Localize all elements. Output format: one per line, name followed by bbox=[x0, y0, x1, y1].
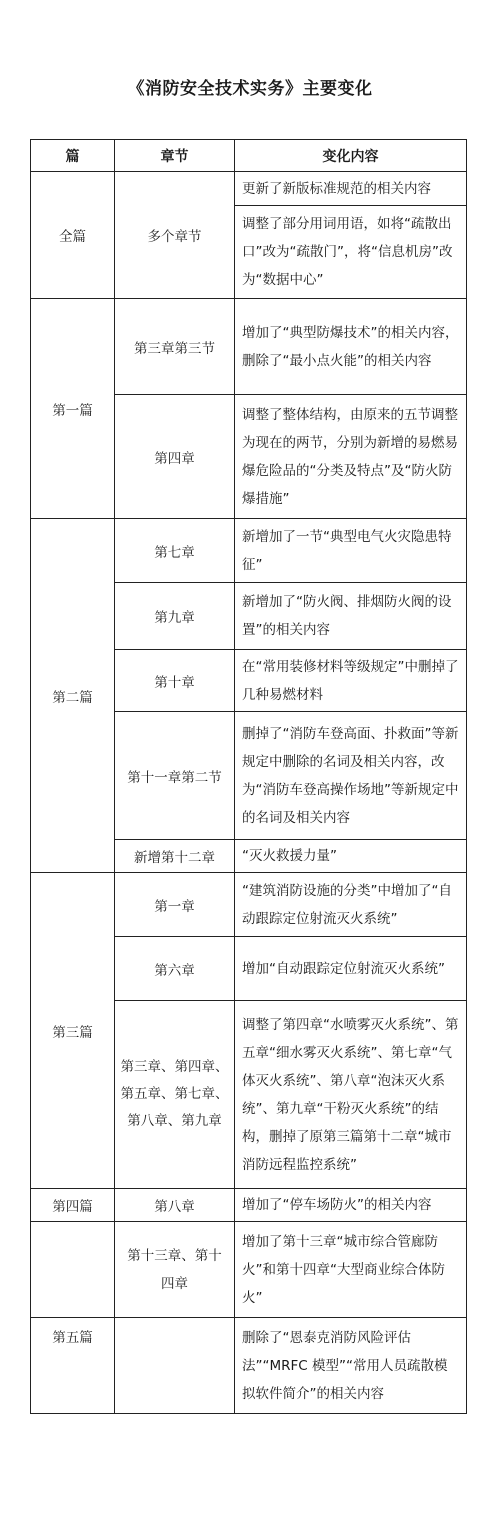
change-cell: 新增加了一节“典型电气火灾隐患特征” bbox=[235, 519, 467, 583]
part-cell: 第三篇 bbox=[31, 873, 115, 1189]
table-row bbox=[31, 873, 467, 937]
change-cell: 更新了新版标准规范的相关内容 bbox=[235, 172, 467, 206]
chapter-cell: 第三章、第四章、第五章、第七章、第八章、第九章 bbox=[115, 1001, 235, 1189]
page-title: 《消防安全技术实务》主要变化 bbox=[127, 79, 373, 99]
change-cell: “建筑消防设施的分类”中增加了“自动跟踪定位射流灭火系统” bbox=[235, 873, 467, 937]
part-cell-empty bbox=[31, 1222, 115, 1318]
table-row bbox=[31, 519, 467, 583]
part-cell: 第五篇 bbox=[31, 1318, 115, 1414]
header-chapter: 章节 bbox=[115, 140, 235, 172]
chapter-cell bbox=[115, 1318, 235, 1414]
chapter-cell: 第九章 bbox=[115, 583, 235, 650]
change-cell: 在“常用装修材料等级规定”中删掉了几种易燃材料 bbox=[235, 650, 467, 712]
chapter-cell: 多个章节 bbox=[115, 172, 235, 299]
chapter-cell: 第十章 bbox=[115, 650, 235, 712]
change-cell: 删除了“恩泰克消防风险评估法”“MRFC 模型”“常用人员疏散模拟软件简介”的相关内容 bbox=[235, 1318, 467, 1414]
header-content: 变化内容 bbox=[235, 140, 467, 172]
chapter-cell: 第十一章第二节 bbox=[115, 712, 235, 840]
chapter-cell: 第三章第三节 bbox=[115, 299, 235, 395]
chapter-cell: 第十三章、第十四章 bbox=[115, 1222, 235, 1318]
chapter-cell: 第八章 bbox=[115, 1189, 235, 1222]
table-header-row bbox=[31, 140, 467, 172]
chapter-cell: 第四章 bbox=[115, 395, 235, 519]
table-row bbox=[31, 299, 467, 395]
change-cell: 删掉了“消防车登高面、扑救面”等新规定中删除的名词及相关内容，改为“消防车登高操作场地”等新规定中的名词及相关内容 bbox=[235, 712, 467, 840]
change-cell: 新增加了“防火阀、排烟防火阀的设置”的相关内容 bbox=[235, 583, 467, 650]
part-cell: 全篇 bbox=[31, 172, 115, 299]
part-cell: 第一篇 bbox=[31, 299, 115, 519]
chapter-cell: 第六章 bbox=[115, 937, 235, 1001]
change-cell: 调整了部分用词用语，如将“疏散出口”改为“疏散门”，将“信息机房”改为“数据中心” bbox=[235, 206, 467, 299]
change-cell: 增加了“典型防爆技术”的相关内容，删除了“最小点火能”的相关内容 bbox=[235, 299, 467, 395]
table-row bbox=[31, 1318, 467, 1414]
part-cell: 第二篇 bbox=[31, 519, 115, 873]
change-cell: 调整了第四章“水喷雾灭火系统”、第五章“细水雾灭火系统”、第七章“气体灭火系统”、第八章“泡沫灭火系统”、第九章“干粉灭火系统”的结构，删掉了原第三篇第十二章“城市消防远程监控系统” bbox=[235, 1001, 467, 1189]
change-cell: 增加了第十三章“城市综合管廊防火”和第十四章“大型商业综合体防火” bbox=[235, 1222, 467, 1318]
table-row bbox=[31, 1222, 467, 1318]
change-cell: 增加了“停车场防火”的相关内容 bbox=[235, 1189, 467, 1222]
change-cell: “灭火救援力量” bbox=[235, 840, 467, 873]
change-cell: 调整了整体结构，由原来的五节调整为现在的两节，分别为新增的易燃易爆危险品的“分类及特点”及“防火防爆措施” bbox=[235, 395, 467, 519]
changes-table bbox=[30, 139, 467, 1414]
chapter-cell: 新增第十二章 bbox=[115, 840, 235, 873]
change-cell: 增加“自动跟踪定位射流灭火系统” bbox=[235, 937, 467, 1001]
header-part: 篇 bbox=[31, 140, 115, 172]
chapter-cell: 第七章 bbox=[115, 519, 235, 583]
table-row bbox=[31, 1189, 467, 1222]
chapter-cell: 第一章 bbox=[115, 873, 235, 937]
table-row bbox=[31, 172, 467, 206]
part-cell: 第四篇 bbox=[31, 1189, 115, 1222]
